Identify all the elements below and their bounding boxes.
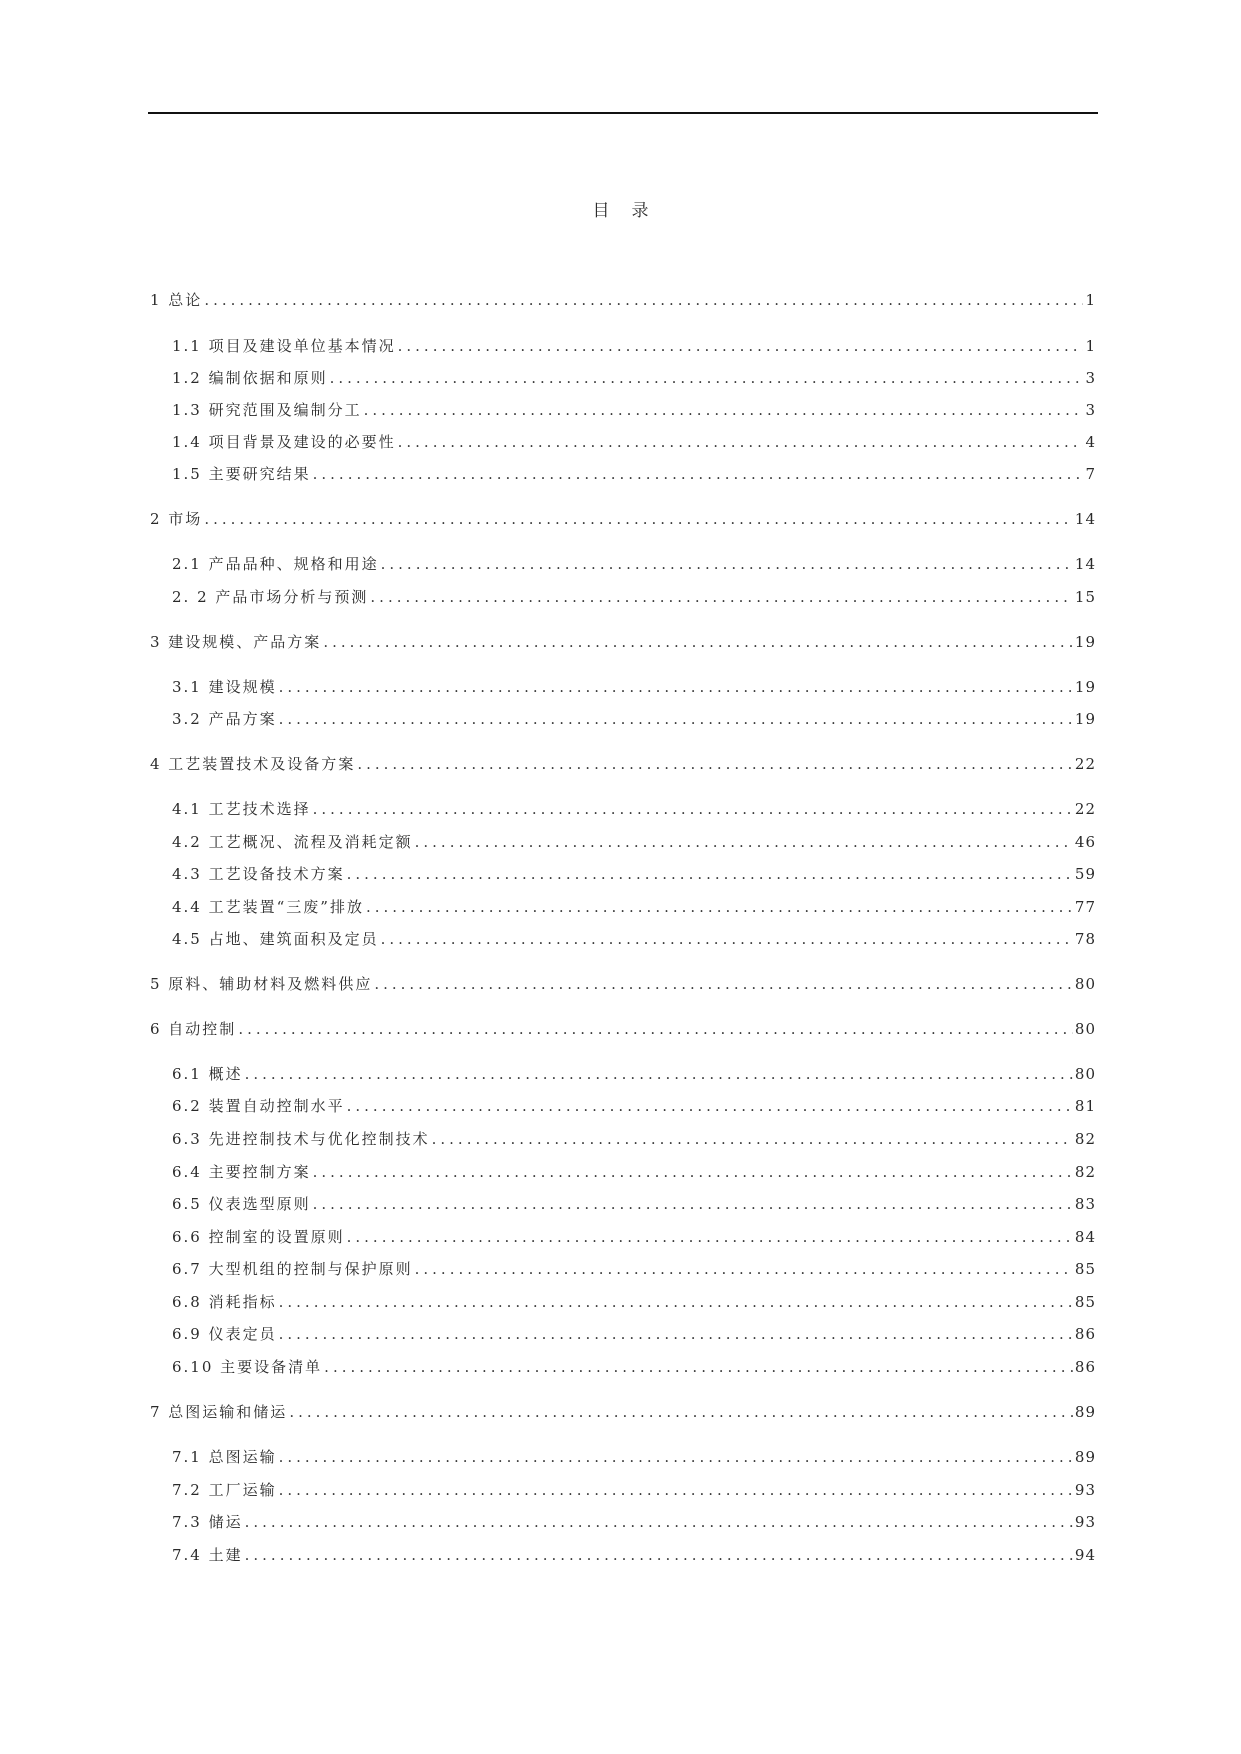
toc-entry-label: 6.7 大型机组的控制与保护原则 [172, 1260, 413, 1278]
toc-entry-page: 19 [1074, 633, 1096, 651]
dot-leader [432, 1127, 1073, 1151]
toc-entry-label: 7.2 工厂运输 [172, 1481, 277, 1499]
dot-leader [347, 1225, 1073, 1249]
dot-leader [364, 398, 1084, 422]
dot-leader [370, 585, 1073, 609]
toc-entry-section[interactable] [172, 585, 1096, 609]
toc-entry-section[interactable] [172, 462, 1096, 486]
toc-entry-label: 2. 2 产品市场分析与预测 [172, 588, 369, 606]
toc-entry-section[interactable] [172, 430, 1096, 454]
toc-entry-label: 6.8 消耗指标 [172, 1293, 277, 1311]
dot-leader [245, 1510, 1073, 1534]
dot-leader [313, 797, 1073, 821]
toc-entry-label: 6.3 先进控制技术与优化控制技术 [172, 1130, 430, 1148]
toc-entry-label: 3 建设规模、产品方案 [150, 633, 322, 651]
dot-leader [279, 707, 1073, 731]
toc-entry-section[interactable] [172, 1543, 1096, 1567]
toc-entry-label: 6.10 主要设备清单 [172, 1358, 323, 1376]
toc-entry-section[interactable] [172, 398, 1096, 422]
toc-entry-section[interactable] [172, 862, 1096, 886]
dot-leader [357, 752, 1073, 776]
toc-entry-section[interactable] [172, 1290, 1096, 1314]
toc-entry-page: 14 [1074, 510, 1096, 528]
toc-entry-page: 1 [1085, 337, 1096, 355]
toc-entry-label: 4 工艺装置技术及设备方案 [150, 755, 356, 773]
toc-entry-label: 7.4 土建 [172, 1546, 243, 1564]
dot-leader [381, 552, 1073, 576]
toc-entry-page: 7 [1085, 465, 1096, 483]
dot-leader [347, 1094, 1073, 1118]
dot-leader [279, 675, 1073, 699]
toc-entry-label: 1.2 编制依据和原则 [172, 369, 328, 387]
toc-entry-page: 59 [1074, 865, 1096, 883]
toc-entry-page: 78 [1074, 930, 1096, 948]
toc-entry-chapter[interactable] [150, 1400, 1096, 1424]
toc-entry-label: 2 市场 [150, 510, 203, 528]
dot-leader [279, 1290, 1073, 1314]
toc-entry-chapter[interactable] [150, 507, 1096, 531]
toc-entry-page: 1 [1085, 291, 1096, 309]
toc-entry-chapter[interactable] [150, 288, 1096, 312]
toc-entry-section[interactable] [172, 1510, 1096, 1534]
toc-entry-label: 6.2 装置自动控制水平 [172, 1097, 345, 1115]
toc-entry-label: 1.1 项目及建设单位基本情况 [172, 337, 396, 355]
toc-entry-chapter[interactable] [150, 752, 1096, 776]
toc-entry-section[interactable] [172, 927, 1096, 951]
toc-entry-page: 85 [1074, 1260, 1096, 1278]
toc-entry-page: 89 [1074, 1403, 1096, 1421]
toc-entry-label: 2.1 产品品种、规格和用途 [172, 555, 379, 573]
dot-leader [398, 430, 1084, 454]
toc-entry-section[interactable] [172, 895, 1096, 919]
toc-entry-label: 4.4 工艺装置“三废”排放 [172, 898, 364, 916]
toc-entry-page: 46 [1074, 833, 1096, 851]
toc-title: 目录 [592, 201, 671, 221]
toc-entry-page: 14 [1074, 555, 1096, 573]
toc-entry-label: 7 总图运输和储运 [150, 1403, 288, 1421]
toc-entry-page: 15 [1074, 588, 1096, 606]
dot-leader [366, 895, 1073, 919]
toc-entry-label: 6.4 主要控制方案 [172, 1163, 311, 1181]
toc-entry-label: 1.5 主要研究结果 [172, 465, 311, 483]
toc-entry-chapter[interactable] [150, 1017, 1096, 1041]
toc-entry-page: 89 [1074, 1448, 1096, 1466]
toc-entry-page: 22 [1074, 800, 1096, 818]
toc-entry-label: 1 总论 [150, 291, 203, 309]
toc-entry-label: 6.5 仪表选型原则 [172, 1195, 311, 1213]
dot-leader [245, 1543, 1073, 1567]
dot-leader [279, 1478, 1073, 1502]
toc-entry-section[interactable] [172, 552, 1096, 576]
dot-leader [415, 830, 1073, 854]
toc-entry-page: 93 [1074, 1513, 1096, 1531]
toc-entry-section[interactable] [172, 1192, 1096, 1216]
toc-entry-page: 93 [1074, 1481, 1096, 1499]
toc-entry-label: 5 原料、辅助材料及燃料供应 [150, 975, 373, 993]
dot-leader [398, 334, 1084, 358]
toc-entry-section[interactable] [172, 1062, 1096, 1086]
toc-entry-section[interactable] [172, 1355, 1096, 1379]
dot-leader [279, 1445, 1073, 1469]
toc-entry-label: 4.2 工艺概况、流程及消耗定额 [172, 833, 413, 851]
toc-entry-section[interactable] [172, 830, 1096, 854]
toc-entry-section[interactable] [172, 1322, 1096, 1346]
dot-leader [313, 1160, 1073, 1184]
toc-entry-page: 83 [1074, 1195, 1096, 1213]
dot-leader [289, 1400, 1073, 1424]
dot-leader [313, 462, 1084, 486]
toc-entry-page: 84 [1074, 1228, 1096, 1246]
toc-entry-label: 4.1 工艺技术选择 [172, 800, 311, 818]
dot-leader [347, 862, 1073, 886]
dot-leader [415, 1257, 1073, 1281]
dot-leader [374, 972, 1073, 996]
toc-entry-page: 22 [1074, 755, 1096, 773]
toc-entry-label: 6 自动控制 [150, 1020, 237, 1038]
toc-entry-label: 6.1 概述 [172, 1065, 243, 1083]
dot-leader [245, 1062, 1073, 1086]
toc-entry-label: 4.3 工艺设备技术方案 [172, 865, 345, 883]
toc-entry-label: 1.4 项目背景及建设的必要性 [172, 433, 396, 451]
toc-entry-page: 86 [1074, 1325, 1096, 1343]
toc-entry-page: 82 [1074, 1130, 1096, 1148]
header-rule [148, 112, 1098, 114]
dot-leader [238, 1017, 1073, 1041]
toc-entry-section[interactable] [172, 1127, 1096, 1151]
toc-entry-section[interactable] [172, 1160, 1096, 1184]
toc-entry-page: 19 [1074, 678, 1096, 696]
toc-entry-page: 3 [1085, 401, 1096, 419]
dot-leader [381, 927, 1073, 951]
toc-entry-page: 3 [1085, 369, 1096, 387]
toc-entry-section[interactable] [172, 1225, 1096, 1249]
toc-entry-page: 80 [1074, 1065, 1096, 1083]
toc-entry-page: 4 [1085, 433, 1096, 451]
toc-entry-section[interactable] [172, 1094, 1096, 1118]
toc-entry-section[interactable] [172, 707, 1096, 731]
toc-entry-section[interactable] [172, 675, 1096, 699]
toc-entry-label: 6.9 仪表定员 [172, 1325, 277, 1343]
toc-entry-section[interactable] [172, 334, 1096, 358]
toc-entry-page: 80 [1074, 975, 1096, 993]
dot-leader [204, 507, 1073, 531]
toc-entry-section[interactable] [172, 797, 1096, 821]
dot-leader [323, 630, 1073, 654]
toc-entry-chapter[interactable] [150, 630, 1096, 654]
toc-entry-page: 80 [1074, 1020, 1096, 1038]
toc-entry-label: 7.1 总图运输 [172, 1448, 277, 1466]
toc-entry-page: 82 [1074, 1163, 1096, 1181]
toc-entry-page: 86 [1074, 1358, 1096, 1376]
toc-entry-label: 7.3 储运 [172, 1513, 243, 1531]
toc-entry-page: 85 [1074, 1293, 1096, 1311]
dot-leader [330, 366, 1084, 390]
toc-entry-label: 6.6 控制室的设置原则 [172, 1228, 345, 1246]
toc-entry-page: 81 [1074, 1097, 1096, 1115]
toc-entry-section[interactable] [172, 1478, 1096, 1502]
toc-entry-label: 3.1 建设规模 [172, 678, 277, 696]
toc-entry-section[interactable] [172, 366, 1096, 390]
toc-entry-page: 19 [1074, 710, 1096, 728]
toc-entry-label: 1.3 研究范围及编制分工 [172, 401, 362, 419]
dot-leader [279, 1322, 1073, 1346]
toc-entry-chapter[interactable] [150, 972, 1096, 996]
dot-leader [313, 1192, 1073, 1216]
toc-entry-label: 4.5 占地、建筑面积及定员 [172, 930, 379, 948]
toc-entry-label: 3.2 产品方案 [172, 710, 277, 728]
toc-entry-section[interactable] [172, 1445, 1096, 1469]
toc-entry-page: 77 [1074, 898, 1096, 916]
toc-entry-section[interactable] [172, 1257, 1096, 1281]
toc-entry-page: 94 [1074, 1546, 1096, 1564]
dot-leader [204, 288, 1083, 312]
dot-leader [324, 1355, 1073, 1379]
